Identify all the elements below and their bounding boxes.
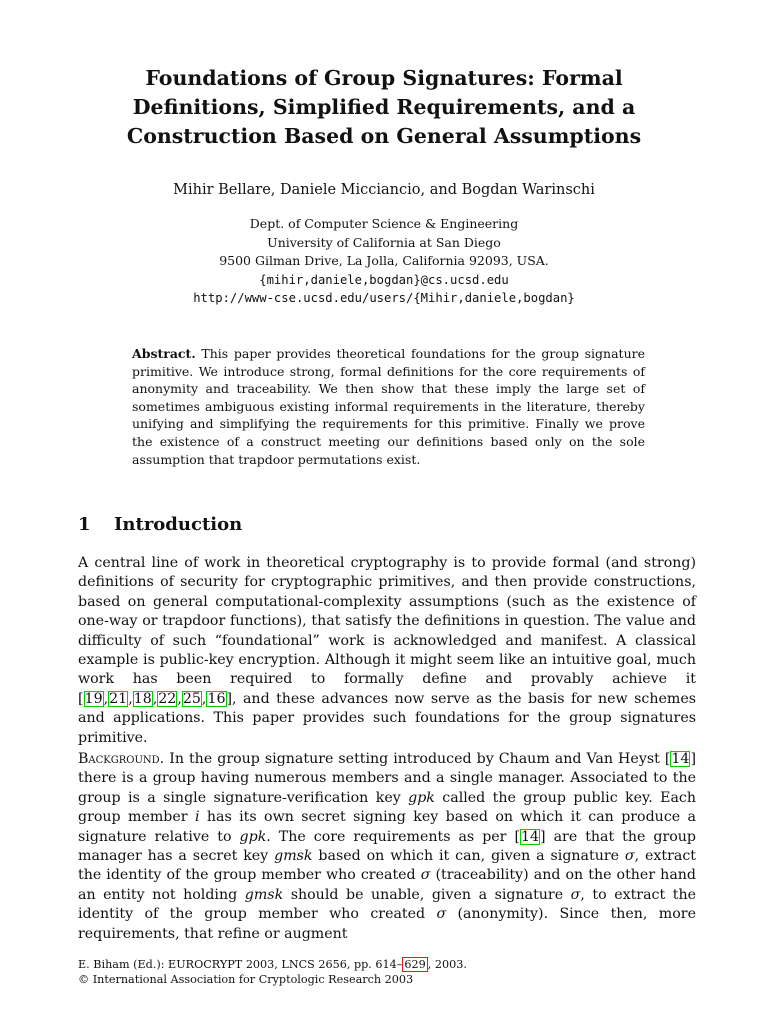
citation-link[interactable]: 14 (520, 828, 540, 845)
body-text: (traceability) and on the other hand an entity not holding (78, 867, 696, 903)
body-text: there is a group having numerous members and a single manager. Associated to the group is a single signature-verification key (78, 770, 696, 806)
body-text: , and these advances now serve as the basis for new schemes and applications. This paper provides such foundations for the group signatures primitive. (78, 690, 696, 746)
intro-paragraph-2: Background. In the group signature setting introduced by Chaum and Van Heyst [14] there is a group having numerous members and a single manager. Associated to the group is a single signature-verification key gpk called the group public key. Each group member i has its own secret signing key based on which it can produce a signature relative to gpk. The core requirements as per [14] are that the group manager has a secret key gmsk based on which it can, given a signature σ, extract the identity of the group member who created σ (traceability) and on the other hand an entity not holding gmsk should be unable, given a signature σ, to extract the identity of the group member who created σ (anonymity). Since then, more requirements, that refine or augment (78, 751, 697, 942)
body-text: . The core requirements as per (266, 828, 515, 845)
section-number: 1 (78, 514, 91, 535)
citation-link[interactable]: 18 (133, 690, 152, 707)
math-sigma: σ (420, 867, 431, 884)
paper-title (60, 64, 708, 151)
citation-link[interactable]: 14 (671, 751, 690, 767)
citation-line (78, 957, 696, 972)
math-i: i (194, 809, 200, 826)
copyright-line: © International Association for Cryptologic Research 2003 (78, 973, 414, 986)
body-text: In the group signature setting introduced by Chaum and Van Heyst (164, 751, 665, 767)
affiliation-block (60, 215, 708, 308)
math-gpk: gpk (239, 828, 267, 845)
affiliation-university: University of California at San Diego (267, 234, 501, 250)
section-heading (78, 513, 242, 537)
math-sigma: σ (570, 886, 581, 903)
abstract-label: Abstract. (132, 346, 196, 361)
title-line: Definitions, Simplified Requirements, and a (132, 95, 636, 119)
affiliation-address: 9500 Gilman Drive, La Jolla, California 92093, USA. (219, 253, 549, 268)
title-line: Foundations of Group Signatures: Formal (145, 66, 623, 90)
body-text: should be unable, given a signature (283, 886, 571, 903)
math-gmsk: gmsk (274, 848, 313, 865)
body-text: has its own secret signing key based on which it can produce a signature relative to (78, 809, 696, 845)
math-gpk: gpk (408, 789, 435, 806)
affiliation-dept: Dept. of Computer Science & Engineering (249, 216, 519, 231)
citation-link[interactable]: 25 (182, 690, 201, 707)
citation-link[interactable]: 21 (109, 690, 128, 707)
footer-text: E. Biham (Ed.): EUROCRYPT 2003, LNCS 2656, pp. 614– (78, 958, 403, 971)
body-text: , extract the identity of the group member who created (78, 848, 697, 884)
abstract-text: This paper provides theoretical foundations for the group signature primitive. We introduce strong, formal definitions for the core requirements of anonymity and traceability. We then show that these imply the large set of sometimes ambiguous existing informal requirements in the literature, thereby unifying and simplifying the requirements for this primitive. Finally we prove the existence of a construct meeting our definitions based only on the sole assumption that trapdoor permutations exist. (132, 346, 645, 467)
citation-link[interactable]: 19 (84, 690, 103, 707)
author-emails: {mihir,daniele,bogdan}@cs.ucsd.edu (259, 272, 509, 287)
section-title: Introduction (114, 514, 243, 535)
math-sigma: σ (436, 906, 447, 923)
citation-link[interactable]: 22 (158, 690, 177, 707)
paragraph-heading: Background. (78, 751, 165, 767)
body-text: are that the group manager has a secret key (78, 828, 697, 865)
author-url[interactable]: http://www-cse.ucsd.edu/users/{Mihir,daniele,bogdan} (193, 291, 575, 305)
body-text: called the group public key. Each group member (78, 789, 697, 826)
page-footer (78, 957, 696, 987)
citation-link[interactable]: 16 (207, 690, 226, 707)
math-gmsk: gmsk (244, 886, 284, 903)
author-list: Mihir Bellare, Daniele Micciancio, and Bogdan Warinschi (173, 182, 595, 198)
body-text: (anonymity). Since then, more requirements, that refine or augment (78, 906, 696, 942)
page-link[interactable]: 629 (404, 958, 426, 971)
body-text: based on which it can, given a signature (312, 848, 625, 865)
abstract (132, 345, 645, 468)
title-line: Construction Based on General Assumptions (126, 124, 642, 148)
intro-paragraph-1 (78, 554, 696, 748)
body-text: A central line of work in theoretical cryptography is to provide formal (and strong) definitions of security for cryptographic primitives, and then provide constructions, based on general computational-complexity assumptions (such as the existence of one-way or trapdoor functions), that satisfy the definitions in question. The value and difficulty of such “foundational” work is acknowledged and manifest. A classical example is public-key encryption. Although it might seem like an intuitive goal, much work has been required to formally define and provably achieve it (78, 555, 696, 688)
citation-group: [19,21,18,22,25,16] (78, 690, 233, 707)
math-sigma: σ (624, 848, 635, 865)
footer-text: , 2003. (427, 958, 467, 971)
body-text: , to extract the identity of the group member who created (78, 886, 696, 923)
